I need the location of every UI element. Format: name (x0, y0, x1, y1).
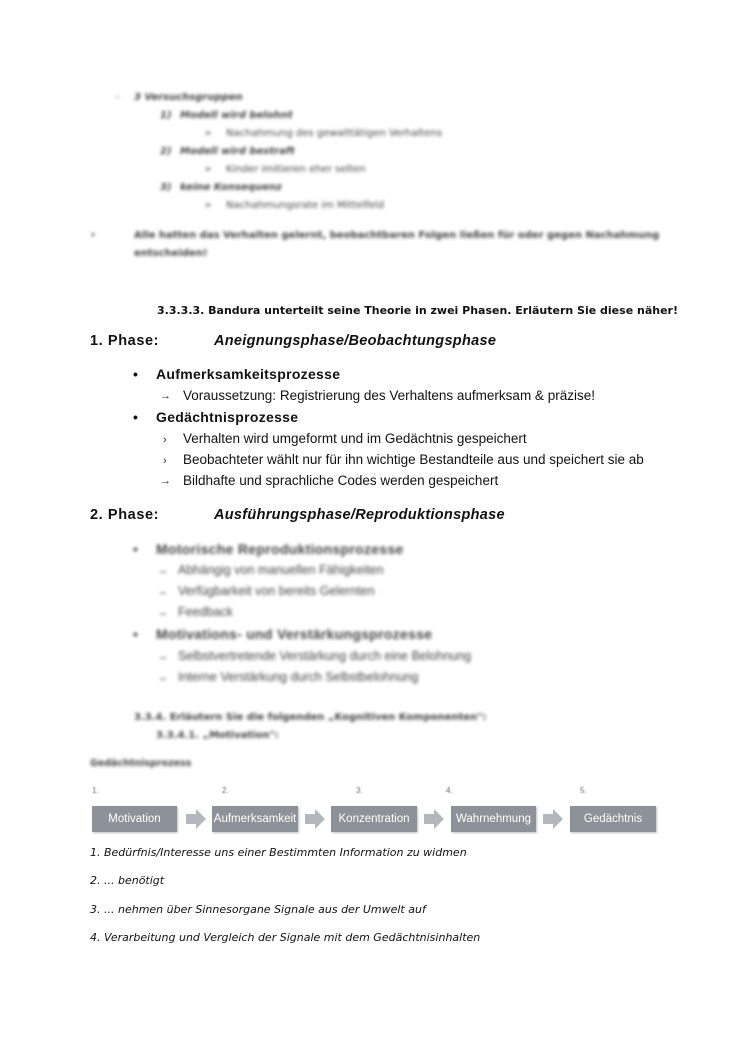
flow-step-num: 5. (580, 786, 587, 795)
phase1-name: Aneignungsphase/Beobachtungsphase (214, 333, 497, 349)
group-num: 3) (160, 182, 172, 193)
chevron-arrow-icon (424, 809, 444, 829)
phase1-bullet2: Gedächtnisprozesse (156, 409, 299, 425)
question-title: 3.3.3.3. Bandura unterteilt seine Theorie in zwei Phasen. Erläutern Sie diese näher! (157, 304, 678, 317)
phase1-bullet2-item: Beobachteter wählt nur für ihn wichtige Bestandteile aus und speichert sie ab (183, 452, 644, 467)
group-text: Modell wird bestraft (180, 146, 295, 157)
flow-step-konzentration: Konzentration (331, 806, 417, 832)
dash-icon: – (160, 652, 167, 664)
explanation-item: 4. Verarbeitung und Vergleich der Signale mit dem Gedächtnisinhalten (90, 931, 481, 944)
chevron-arrow-icon (543, 809, 563, 829)
dash-icon: – (160, 608, 167, 620)
flow-step-num: 4. (446, 786, 453, 795)
phase1-bullet2-item: Verhalten wird umgeformt und im Gedächtnis gespeichert (183, 431, 527, 446)
section-heading: 3.3.4. Erläutern Sie die folgenden „Kognitiven Komponenten": (134, 712, 487, 723)
bullet-dot: • (133, 366, 139, 382)
arrow-marker: ➢ (204, 200, 213, 211)
phase2-bullet1: Motorische Reproduktionsprozesse (156, 541, 404, 557)
group-num: 1) (160, 110, 172, 121)
groups-label: 3 Versuchsgruppen (134, 92, 243, 103)
phase1-label: 1. Phase: (90, 333, 160, 349)
phase2-label: 2. Phase: (90, 507, 160, 523)
phase2-bullet2: Motivations- und Verstärkungsprozesse (156, 626, 433, 642)
group-text: Modell wird belohnt (180, 110, 293, 121)
bullet-dot: • (133, 541, 139, 557)
group-text: keine Konsequenz (180, 182, 282, 193)
flow-step-gedaechtnis: Gedächtnis (570, 806, 656, 832)
dash-icon: – (160, 587, 167, 599)
process-label: Gedächtnisprozess (90, 758, 192, 769)
explanation-item: 3. ... nehmen über Sinnesorgane Signale aus der Umwelt auf (90, 903, 426, 916)
dash-icon: – (160, 566, 167, 578)
chevron-arrow-icon (305, 809, 325, 829)
flow-step-aufmerksamkeit: Aufmerksamkeit (212, 806, 298, 832)
conclusion-line: Alle hatten das Verhalten gelernt, beobachtbaren Folgen ließen für oder gegen Nachahmung (134, 230, 660, 241)
bullet-marker: • (90, 230, 96, 241)
arrow-icon: → (160, 475, 171, 487)
phase2-bullet1-item: Feedback (178, 605, 233, 619)
explanation-item: 2. ... benötigt (90, 874, 165, 887)
chevron-right-icon: › (163, 434, 167, 446)
group-num: 2) (160, 146, 172, 157)
bullet-dot: • (133, 409, 139, 425)
arrow-marker: ➢ (204, 128, 213, 139)
arrow-icon: → (160, 390, 171, 402)
flow-step-num: 2. (222, 786, 229, 795)
dash-marker: - (116, 92, 120, 103)
flow-step-wahrnehmung: Wahrnehmung (451, 806, 536, 832)
phase1-bullet1: Aufmerksamkeitsprozesse (156, 366, 341, 382)
phase2-name: Ausführungsphase/Reproduktionsphase (214, 507, 505, 523)
phase2-bullet2-item: Selbstvertretende Verstärkung durch eine Belohnung (178, 649, 472, 663)
section-subheading: 3.3.4.1. „Motivation": (156, 730, 279, 741)
dash-icon: – (160, 673, 167, 685)
phase1-bullet2-item: Bildhafte und sprachliche Codes werden gespeichert (183, 473, 499, 488)
phase2-bullet2-item: Interne Verstärkung durch Selbstbelohnung (178, 670, 419, 684)
bullet-dot: • (133, 626, 139, 642)
group-result: Nachahmungsrate im Mittelfeld (226, 200, 385, 211)
conclusion-line: entscheiden! (134, 248, 208, 259)
flow-step-num: 1. (92, 786, 99, 795)
flow-step-motivation: Motivation (92, 806, 177, 832)
phase2-bullet1-item: Abhängig von manuellen Fähigkeiten (178, 563, 384, 577)
phase2-bullet1-item: Verfügbarkeit von bereits Gelernten (178, 584, 375, 598)
arrow-marker: ➢ (204, 164, 213, 175)
flow-step-num: 3. (356, 786, 363, 795)
chevron-right-icon: › (163, 455, 167, 467)
group-result: Kinder imitieren eher selten (226, 164, 366, 175)
phase1-bullet1-item: Voraussetzung: Registrierung des Verhaltens aufmerksam & präzise! (183, 388, 595, 403)
chevron-arrow-icon (186, 809, 206, 829)
explanation-item: 1. Bedürfnis/Interesse uns einer Bestimmten Information zu widmen (90, 846, 467, 859)
group-result: Nachahmung des gewalttätigen Verhaltens (226, 128, 443, 139)
